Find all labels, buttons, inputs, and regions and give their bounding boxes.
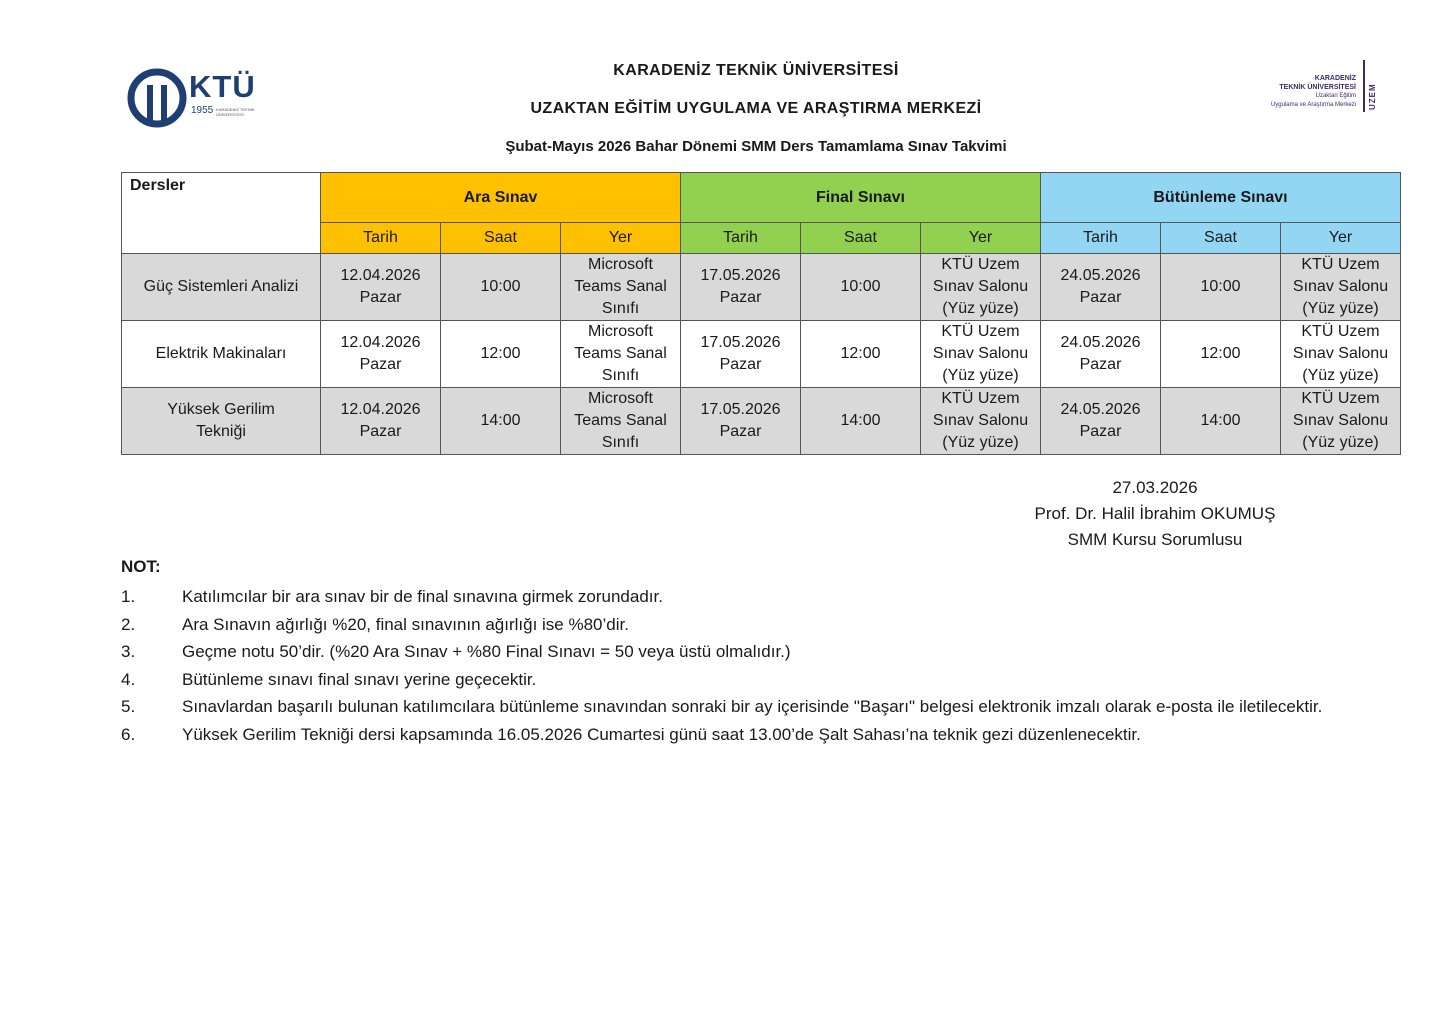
uzem-logo-line1: KARADENİZ bbox=[1314, 75, 1356, 82]
col-header-tarih: Tarih bbox=[681, 223, 801, 254]
note-number: 1. bbox=[121, 587, 136, 606]
place-line: Teams Sanal bbox=[574, 412, 667, 429]
place-line: Teams Sanal bbox=[574, 345, 667, 362]
table-row bbox=[122, 388, 1401, 455]
place-line: KTÜ Uzem bbox=[941, 323, 1020, 340]
place-line: Sınav Salonu bbox=[932, 278, 1029, 295]
day: Pazar bbox=[719, 423, 762, 440]
final-date-cell bbox=[681, 321, 801, 388]
date: 24.05.2026 bbox=[1060, 401, 1141, 418]
date: 17.05.2026 bbox=[700, 334, 781, 351]
uzem-logo-line4: Uygulama ve Araştırma Merkezi bbox=[1270, 102, 1356, 108]
col-header-saat: Saat bbox=[1161, 223, 1281, 254]
place-line: Microsoft bbox=[588, 390, 653, 407]
place-line: Sınıfı bbox=[601, 367, 640, 384]
final-date-cell bbox=[681, 388, 801, 455]
place-line: Sınav Salonu bbox=[1292, 345, 1389, 362]
ara-place-cell bbox=[561, 254, 681, 321]
place-line: KTÜ Uzem bbox=[1301, 390, 1380, 407]
but-time: 10:00 bbox=[1161, 254, 1281, 321]
list-item bbox=[121, 583, 1353, 611]
note-text: Bütünleme sınavı final sınavı yerine geçecektir. bbox=[182, 669, 537, 689]
uzem-logo-side: UZEM bbox=[1368, 83, 1377, 110]
but-time: 12:00 bbox=[1161, 321, 1281, 388]
ara-place-cell bbox=[561, 388, 681, 455]
list-item bbox=[121, 693, 1353, 721]
day: Pazar bbox=[1079, 423, 1122, 440]
date: 12.04.2026 bbox=[340, 401, 421, 418]
signature-title: SMM Kursu Sorumlusu bbox=[1067, 530, 1243, 549]
place-line: (Yüz yüze) bbox=[942, 434, 1019, 451]
course-name-line: Tekniği bbox=[196, 423, 246, 440]
ara-place-cell bbox=[561, 321, 681, 388]
place-line: KTÜ Uzem bbox=[941, 256, 1020, 273]
but-date-cell bbox=[1041, 254, 1161, 321]
notes-title: NOT: bbox=[121, 557, 161, 576]
note-number: 4. bbox=[121, 669, 136, 689]
note-text: Katılımcılar bir ara sınav bir de final sınavına girmek zorundadır. bbox=[182, 587, 663, 606]
course-name-cell bbox=[122, 388, 321, 455]
notes-section bbox=[121, 556, 1353, 748]
place-line: KTÜ Uzem bbox=[1301, 323, 1380, 340]
ara-date-cell bbox=[321, 388, 441, 455]
ara-time: 14:00 bbox=[441, 388, 561, 455]
col-header-tarih: Tarih bbox=[1041, 223, 1161, 254]
group-header-row bbox=[122, 173, 1401, 223]
ara-date-cell bbox=[321, 254, 441, 321]
final-time: 12:00 bbox=[801, 321, 921, 388]
group-final-sinavi: Final Sınavı bbox=[681, 173, 1041, 223]
day: Pazar bbox=[1079, 356, 1122, 373]
group-ara-sinav: Ara Sınav bbox=[321, 173, 681, 223]
place-line: Sınav Salonu bbox=[932, 345, 1029, 362]
date: 24.05.2026 bbox=[1060, 334, 1141, 351]
but-date-cell bbox=[1041, 321, 1161, 388]
final-place-cell bbox=[921, 321, 1041, 388]
signature-date: 27.03.2026 bbox=[1112, 478, 1198, 497]
day: Pazar bbox=[359, 356, 402, 373]
date: 17.05.2026 bbox=[700, 401, 781, 418]
course-name: Güç Sistemleri Analizi bbox=[122, 254, 321, 321]
date: 12.04.2026 bbox=[340, 334, 421, 351]
place-line: (Yüz yüze) bbox=[1302, 367, 1379, 384]
signature-name: Prof. Dr. Halil İbrahim OKUMUŞ bbox=[1034, 504, 1276, 523]
col-header-yer: Yer bbox=[561, 223, 681, 254]
place-line: KTÜ Uzem bbox=[1301, 256, 1380, 273]
col-header-yer: Yer bbox=[921, 223, 1041, 254]
place-line: KTÜ Uzem bbox=[941, 390, 1020, 407]
ara-time: 12:00 bbox=[441, 321, 561, 388]
list-item bbox=[121, 638, 1353, 666]
note-text: Geçme notu 50’dir. (%20 Ara Sınav + %80 Final Sınavı = 50 veya üstü olmalıdır.) bbox=[182, 642, 791, 661]
note-number: 6. bbox=[121, 724, 136, 744]
note-text: Sınavlardan başarılı bulunan katılımcılara bütünleme sınavından sonraki bir ay içerisinde "Başarı" belgesi elektronik imzalı olarak e-posta ile iletilecektir. bbox=[182, 697, 1323, 716]
ktu-logo-text: KTÜ bbox=[189, 69, 256, 104]
place-line: Microsoft bbox=[588, 256, 653, 273]
place-line: Microsoft bbox=[588, 323, 653, 340]
schedule-title: Şubat-Mayıs 2026 Bahar Dönemi SMM Ders Tamamlama Sınav Takvimi bbox=[505, 138, 1007, 155]
final-time: 14:00 bbox=[801, 388, 921, 455]
place-line: (Yüz yüze) bbox=[1302, 300, 1379, 317]
place-line: Teams Sanal bbox=[574, 278, 667, 295]
date: 12.04.2026 bbox=[340, 267, 421, 284]
note-text: Yüksek Gerilim Tekniği dersi kapsamında 16.05.2026 Cumartesi günü saat 13.00’de Şalt Sahası’na teknik gezi düzenlenecektir. bbox=[182, 724, 1141, 744]
ktu-logo-year: 1955 bbox=[191, 105, 214, 116]
col-header-tarih: Tarih bbox=[321, 223, 441, 254]
ktu-logo-tagline: KARADENİZ TEKNİK ÜNİVERSİTESİ bbox=[216, 107, 255, 117]
courses-header: Dersler bbox=[122, 173, 321, 254]
list-item bbox=[121, 666, 1353, 694]
center-title: UZAKTAN EĞİTİM UYGULAMA VE ARAŞTIRMA MERKEZİ bbox=[530, 100, 982, 117]
group-butunleme-sinavi: Bütünleme Sınavı bbox=[1041, 173, 1401, 223]
day: Pazar bbox=[1079, 289, 1122, 306]
table-row bbox=[122, 254, 1401, 321]
final-place-cell bbox=[921, 254, 1041, 321]
exam-schedule-table bbox=[121, 172, 1401, 455]
date: 24.05.2026 bbox=[1060, 267, 1141, 284]
ara-date-cell bbox=[321, 321, 441, 388]
day: Pazar bbox=[719, 356, 762, 373]
university-title: KARADENİZ TEKNİK ÜNİVERSİTESİ bbox=[613, 62, 899, 79]
uzem-logo-line3: Uzaktan Eğitim bbox=[1315, 93, 1356, 99]
final-date-cell bbox=[681, 254, 801, 321]
list-item bbox=[121, 611, 1353, 639]
course-name: Elektrik Makinaları bbox=[122, 321, 321, 388]
list-item bbox=[121, 721, 1353, 749]
place-line: Sınıfı bbox=[601, 434, 640, 451]
uzem-logo-line2: TEKNİK ÜNİVERSİTESİ bbox=[1279, 84, 1356, 91]
place-line: Sınav Salonu bbox=[1292, 278, 1389, 295]
day: Pazar bbox=[359, 289, 402, 306]
table-row bbox=[122, 321, 1401, 388]
note-number: 5. bbox=[121, 697, 136, 716]
final-place-cell bbox=[921, 388, 1041, 455]
ara-time: 10:00 bbox=[441, 254, 561, 321]
place-line: (Yüz yüze) bbox=[942, 300, 1019, 317]
but-date-cell bbox=[1041, 388, 1161, 455]
place-line: (Yüz yüze) bbox=[942, 367, 1019, 384]
place-line: Sınıfı bbox=[601, 300, 640, 317]
day: Pazar bbox=[359, 423, 402, 440]
day: Pazar bbox=[719, 289, 762, 306]
col-header-yer: Yer bbox=[1281, 223, 1401, 254]
but-place-cell bbox=[1281, 388, 1401, 455]
final-time: 10:00 bbox=[801, 254, 921, 321]
but-place-cell bbox=[1281, 254, 1401, 321]
place-line: Sınav Salonu bbox=[932, 412, 1029, 429]
note-text: Ara Sınavın ağırlığı %20, final sınavının ağırlığı ise %80’dir. bbox=[182, 614, 629, 634]
note-number: 3. bbox=[121, 642, 136, 661]
but-place-cell bbox=[1281, 321, 1401, 388]
place-line: Sınav Salonu bbox=[1292, 412, 1389, 429]
date: 17.05.2026 bbox=[700, 267, 781, 284]
course-name-line: Yüksek Gerilim bbox=[167, 401, 275, 418]
but-time: 14:00 bbox=[1161, 388, 1281, 455]
place-line: (Yüz yüze) bbox=[1302, 434, 1379, 451]
col-header-saat: Saat bbox=[441, 223, 561, 254]
note-number: 2. bbox=[121, 614, 136, 634]
col-header-saat: Saat bbox=[801, 223, 921, 254]
